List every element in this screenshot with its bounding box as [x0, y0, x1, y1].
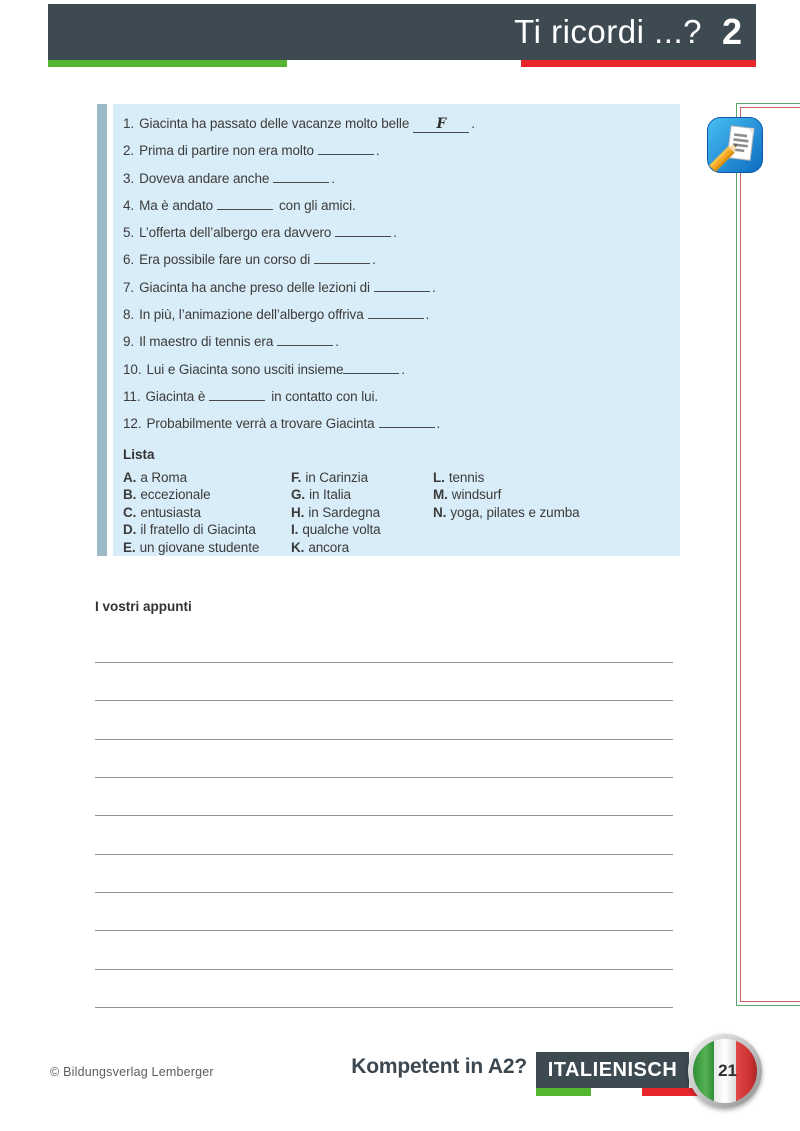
lista-text: qualche volta [302, 522, 381, 538]
lista-entry [433, 486, 580, 504]
lista-entry [291, 469, 433, 487]
item-text-after: . [471, 116, 475, 131]
answer-blank [343, 357, 399, 374]
lista-column [433, 469, 580, 557]
lista-text: tennis [448, 469, 485, 485]
exercise-item [113, 137, 680, 164]
lista-text: yoga, pilates e zumba [450, 504, 580, 520]
lista-letter: B. [123, 487, 137, 503]
lista-text: il fratello di Giacinta [140, 522, 256, 538]
answer-blank [335, 220, 391, 237]
item-text: In più, l’animazione dell’albergo offriva [139, 307, 364, 323]
copyright-text: © Bildungsverlag Lemberger [50, 1065, 214, 1079]
item-text-after: in contatto con lui. [271, 388, 379, 404]
note-line [95, 1007, 673, 1008]
language-label: ITALIENISCH [547, 1058, 678, 1081]
lista-letter: G. [291, 487, 306, 503]
note-line [95, 777, 673, 778]
note-line [95, 969, 673, 970]
lista-entry [123, 469, 291, 487]
exercise-box [113, 104, 680, 556]
item-text: Ma è andato [139, 197, 214, 213]
lista-letter: L. [433, 469, 445, 485]
item-text-after: . [431, 279, 436, 295]
header-bar [48, 4, 756, 60]
item-number: 12. [123, 416, 142, 432]
header-accent-red [521, 60, 756, 67]
lista-text: a Roma [140, 469, 187, 485]
italian-flag-icon [693, 1039, 757, 1103]
note-line [95, 892, 673, 893]
item-text: Giacinta è [145, 388, 206, 404]
chapter-number: 2 [721, 11, 742, 52]
lista-entry [123, 504, 291, 522]
item-text: Giacinta ha anche preso delle lezioni di [139, 279, 370, 295]
answer-blank [209, 384, 265, 401]
item-text-after: . [335, 334, 339, 350]
header-accent-green [48, 60, 287, 67]
note-line [95, 662, 673, 663]
footer-accent-green [536, 1088, 591, 1096]
note-lines [95, 662, 673, 1012]
exercise-item [113, 301, 680, 328]
lista-entry [291, 521, 433, 539]
item-text: Probabilmente verrà a trovare Giacinta [146, 416, 375, 432]
series-title: Kompetent in A2? [351, 1055, 527, 1078]
item-text-after: . [372, 252, 376, 268]
lista-text: in Italia [309, 487, 351, 503]
note-line [95, 854, 673, 855]
exercise-item [113, 165, 680, 192]
item-text-after: . [331, 170, 335, 186]
item-text: Il maestro di tennis era [139, 334, 274, 350]
answer-blank [318, 138, 374, 155]
answer-blank [379, 411, 435, 428]
lista-entry [291, 504, 433, 522]
exercise-item [113, 192, 680, 219]
exercise-item [113, 410, 680, 437]
item-number: 11. [123, 388, 141, 404]
lista-columns [113, 469, 680, 557]
lista-letter: F. [291, 469, 302, 485]
lista-text: in Carinzia [305, 469, 368, 485]
lista-entry [123, 539, 291, 557]
note-line [95, 739, 673, 740]
item-text: Giacinta ha passato delle vacanze molto belle [139, 116, 410, 131]
page-frame-red [740, 107, 800, 1002]
pencil-document-icon [707, 117, 763, 173]
item-number: 4. [123, 197, 135, 213]
item-number: 8. [123, 307, 135, 323]
item-text-after: . [401, 361, 406, 377]
item-text: L’offerta dell’albergo era davvero [139, 225, 332, 241]
lista-title: Lista [123, 446, 155, 462]
item-text: Lui e Giacinta sono usciti insieme [146, 361, 344, 377]
item-text-after: . [393, 225, 397, 241]
lista-text: un giovane studente [139, 539, 260, 555]
answer-blank [217, 193, 273, 210]
item-number: 7. [123, 279, 135, 295]
lista-entry [291, 539, 433, 557]
lista-column [291, 469, 433, 557]
item-text-after: . [425, 307, 430, 323]
answer-blank [314, 247, 370, 264]
lista-text: ancora [308, 539, 349, 555]
exercise-item [113, 383, 680, 410]
lista-letter: H. [291, 504, 305, 520]
exercise-item [113, 328, 680, 355]
item-text-after: con gli amici. [279, 197, 356, 213]
lista-text: eccezionale [140, 487, 211, 503]
answer-blank [374, 275, 430, 292]
page-title: Ti ricordi ...? [514, 13, 702, 50]
lista-entry [123, 521, 291, 539]
item-number: 9. [123, 334, 135, 350]
exercise-item [113, 110, 680, 137]
item-text-after: . [375, 143, 380, 159]
lista-text: in Sardegna [308, 504, 381, 520]
item-number: 10. [123, 361, 142, 377]
lista-letter: K. [291, 539, 305, 555]
exercise-items [113, 110, 680, 438]
lista-column [123, 469, 291, 557]
exercise-box-accent-stripe [97, 104, 107, 556]
lista-letter: A. [123, 469, 137, 485]
lista-letter: E. [123, 539, 136, 555]
notes-title: I vostri appunti [95, 599, 192, 614]
lista-text: entusiasta [140, 504, 201, 520]
answer-blank [368, 302, 424, 319]
page-number: 21 [718, 1061, 738, 1080]
item-text: Era possibile fare un corso di [139, 252, 311, 268]
answer-blank [273, 166, 329, 183]
item-text: Prima di partire non era molto [139, 143, 314, 159]
item-number: 5. [123, 225, 135, 241]
flag-stripe-red [736, 1039, 757, 1103]
lista-letter: M. [433, 487, 448, 503]
exercise-item [113, 274, 680, 301]
lista-entry [123, 486, 291, 504]
language-badge [536, 1052, 689, 1088]
item-number: 6. [123, 252, 135, 268]
lista-entry [291, 486, 433, 504]
italian-flag-medallion [688, 1034, 762, 1108]
item-number: 1. [123, 116, 135, 131]
lista-letter: I. [291, 522, 299, 538]
item-text: Doveva andare anche [139, 170, 270, 186]
lista-letter: N. [433, 504, 447, 520]
item-text-after: . [436, 416, 441, 432]
lista-entry [433, 504, 580, 522]
answer-blank: F [413, 116, 469, 133]
exercise-item [113, 356, 680, 383]
note-line [95, 700, 673, 701]
exercise-item [113, 246, 680, 273]
flag-stripe-green [693, 1039, 714, 1103]
lista-letter: C. [123, 504, 137, 520]
lista-letter: D. [123, 522, 137, 538]
item-number: 2. [123, 143, 135, 159]
item-number: 3. [123, 170, 135, 186]
note-line [95, 930, 673, 931]
exercise-item [113, 219, 680, 246]
lista-entry [433, 469, 580, 487]
answer-blank [277, 329, 333, 346]
note-line [95, 815, 673, 816]
lista-text: windsurf [451, 487, 502, 503]
